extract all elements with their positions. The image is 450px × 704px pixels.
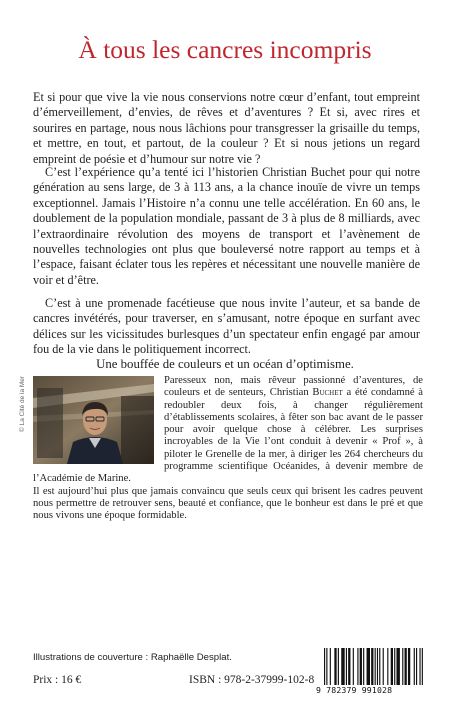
bio-paragraph-conviction: Il est aujourd’hui plus que jamais convaincu que seuls ceux qui brisent les cadres peuvent nous permettre de retrouver sens, beauté et confiance, que le bonheur est dans le pré et que nous vivons une époque formidable. xyxy=(33,485,423,522)
price-label: Prix : 16 € xyxy=(33,674,82,686)
author-photo xyxy=(33,376,154,464)
paragraph-experience: C’est l’expérience qu’a tenté ici l’historien Christian Buchet pour qui notre génération au sens large, de 3 à 113 ans, a la chance inouïe de vivre un temps exceptionnel. Jamais l’Histoire n’a connu une telle accélération. En 60 ans, le doublement de la population mondiale, passant de 3 à plus de 8 milliards, avec l’extraordinaire révolution des moyens de transport et l’avènement de nouvelles technologies ont plus que bouleversé notre rapport au temps et à l’espace, faisant éclater tous les repères et nécessitant une nouvelle manière de voir et d’être. xyxy=(33,165,420,287)
photo-credit: © La Cité de la Mer xyxy=(19,375,26,432)
paragraph-promenade: C’est à une promenade facétieuse que nous invite l’auteur, et sa bande de cancres invétérés, pour traverser, en s’amusant, notre époque en surfant avec délices sur les vicissitudes burlesques d’un spectateur enfin engagé par amour fou de la vie dans le politiquement incorrect. xyxy=(33,296,420,357)
author-bio xyxy=(33,375,423,523)
cover-illustration-credit: Illustrations de couverture : Raphaëlle Desplat. xyxy=(33,652,232,663)
book-title: À tous les cancres incompris xyxy=(78,35,372,64)
bio-text-start: Paresseux non, mais rêveur passionné d’aventures, de couleurs et de senteurs, Christian xyxy=(164,375,423,399)
bio-text-end: a été condamné à redoubler deux fois, à changer régulièrement d’établissements scolaires, à fêter son bac avant de le passer pour avoir quelque chose à célébrer. Les surprises incroyables de la Vie l’ont conduit à devenir « Prof », à piloter le Grenelle de la mer, à diriger les 264 chercheurs du programme scientifique Océanides, à devenir membre de l’Académie de Marine. xyxy=(33,387,423,485)
isbn-label: ISBN : 978-2-37999-102-8 xyxy=(189,674,315,686)
author-surname: Buchet xyxy=(312,387,343,399)
tagline: Une bouffée de couleurs et un océan d’optimisme. xyxy=(96,357,354,371)
barcode-digits: 9 782379 991028 xyxy=(316,685,428,695)
paragraph-intro: Et si pour que vive la vie nous conservions notre cœur d’enfant, tout empreint d’émerveillement, d’envies, de rêves et d’aventures ? Et si, avec rires et sourires en partage, nous nous lâchions pour transgresser la grisaille du temps, et mettre, en tout, et partout, de la couleur ? Et si nous jetions un regard empreint de poésie et d’humour sur notre vie ? xyxy=(33,90,420,166)
